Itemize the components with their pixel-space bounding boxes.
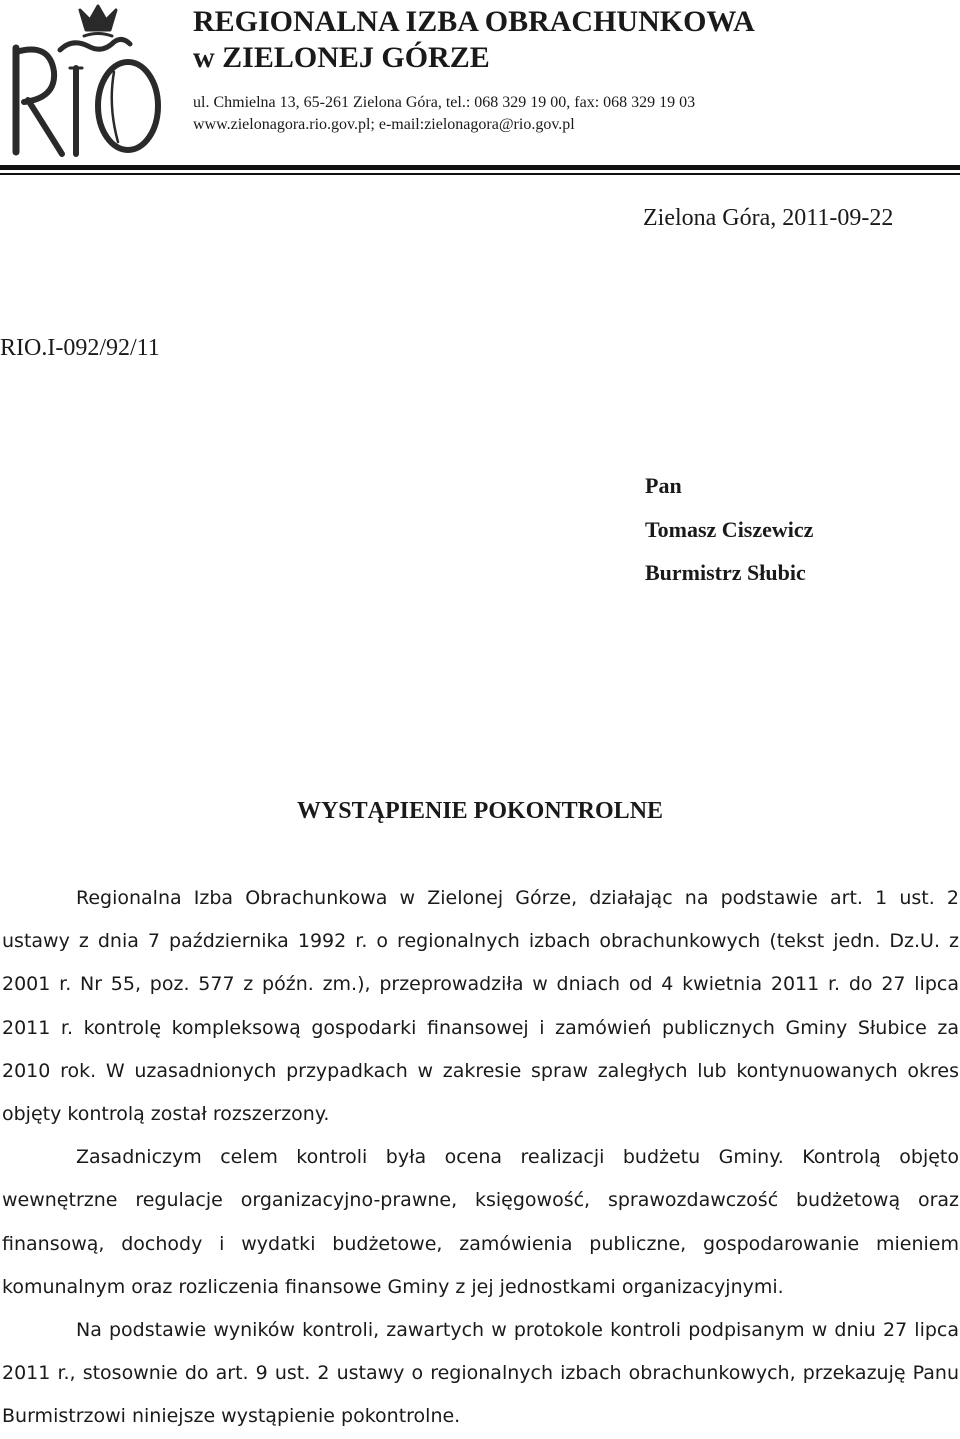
web-email-line: www.zielonagora.rio.gov.pl; e-mail:zielonagora@rio.gov.pl: [193, 116, 575, 133]
letter-body: [2, 877, 959, 1439]
body-paragraph-3: Na podstawie wyników kontroli, zawartych w protokole kontroli podpisanym w dniu 27 lipca 2011 r., stosownie do art. 9 ust. 2 ustawy o regionalnych izbach obrachunkowych, przekazuję Panu Burmistrzowi niniejsze wystąpienie pokontrolne.: [2, 1319, 959, 1428]
recipient-salutation: Pan: [645, 473, 682, 498]
recipient-block: [645, 464, 813, 595]
document-title: WYSTĄPIENIE POKONTROLNE: [296, 798, 664, 824]
body-paragraph-2: Zasadniczym celem kontroli była ocena realizacji budżetu Gminy. Kontrolą objęto wewnętrzne regulacje organizacyjno-prawne, księgowość, sprawozdawczość budżetową oraz finansową, dochody i wydatki budżetowe, zamówienia publiczne, gospodarowanie mieniem komunalnym oraz rozliczenia finansowe Gminy z jej jednostkami organizacyjnymi.: [2, 1146, 959, 1298]
organization-contact: [193, 92, 695, 136]
recipient-position: Burmistrz Słubic: [645, 560, 806, 585]
organization-name: [193, 4, 755, 76]
address-line: ul. Chmielna 13, 65-261 Zielona Góra, tel.: 068 329 19 00, fax: 068 329 19 03: [193, 94, 696, 111]
organization-name-line2: w ZIELONEJ GÓRZE: [193, 41, 490, 74]
header-rule-thin: [0, 173, 960, 175]
reference-number: RIO.I-092/92/11: [0, 335, 160, 361]
recipient-name: Tomasz Ciszewicz: [645, 516, 814, 542]
organization-name-line1: REGIONALNA IZBA OBRACHUNKOWA: [193, 5, 755, 38]
place-date: Zielona Góra, 2011-09-22: [643, 205, 894, 231]
body-paragraph-1: Regionalna Izba Obrachunkowa w Zielonej Górze, działając na podstawie art. 1 ust. 2 ustawy z dnia 7 października 1992 r. o regionalnych izbach obrachunkowych (tekst jedn. Dz.U. z 2001 r. Nr 55, poz. 577 z późn. zm.), przeprowadziła w dniach od 4 kwietnia 2011 r. do 27 lipca 2011 r. kontrolę kompleksową gospodarki finansowej i zamówień publicznych Gminy Słubice za 2010 rok. W uzasadnionych przypadkach w zakresie spraw zaległych lub kontynuowanych okres objęty kontrolą został rozszerzony.: [2, 887, 959, 1126]
rio-crown-logo-icon: [2, 2, 172, 160]
header-rule-thick: [0, 165, 960, 170]
